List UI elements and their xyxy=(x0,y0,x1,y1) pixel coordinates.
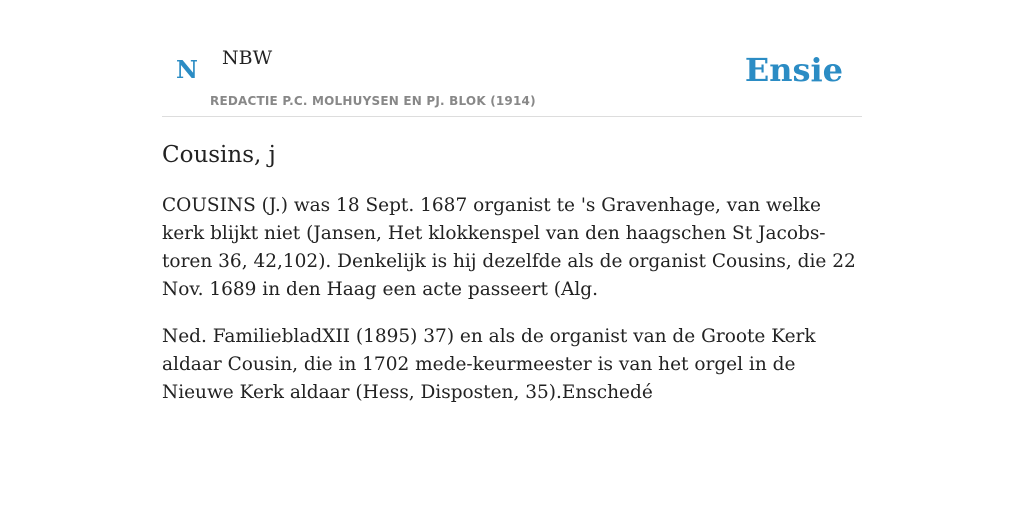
article-paragraph: Ned. FamiliebladXII (1895) 37) en als de organist van de Groote Kerk aldaar Cousin, die in 1702 mede-keurmeester is van het orgel in de Nieuwe Kerk aldaar (Hess, Disposten, 35).Enschedé xyxy=(162,326,816,403)
source-logo[interactable]: N xyxy=(176,55,198,84)
source-name[interactable]: NBW xyxy=(222,47,273,69)
editors-credit: REDACTIE P.C. MOLHUYSEN EN PJ. BLOK (1914) xyxy=(210,94,536,108)
brand-logo[interactable]: Ensie xyxy=(744,51,843,89)
article-paragraph: COUSINS (J.) was 18 Sept. 1687 organist te 's Gravenhage, van welke kerk blijkt niet (Jansen, Het klokkenspel van den haagschen St Jacobs-toren 36, 42,102). Denkelijk is hij dezelfde als de organist Cousins, die 22 Nov. 1689 in den Haag een acte passeert (Alg. xyxy=(162,195,856,300)
page xyxy=(162,0,862,403)
header xyxy=(162,0,862,117)
page-title: Cousins, j xyxy=(162,142,276,168)
